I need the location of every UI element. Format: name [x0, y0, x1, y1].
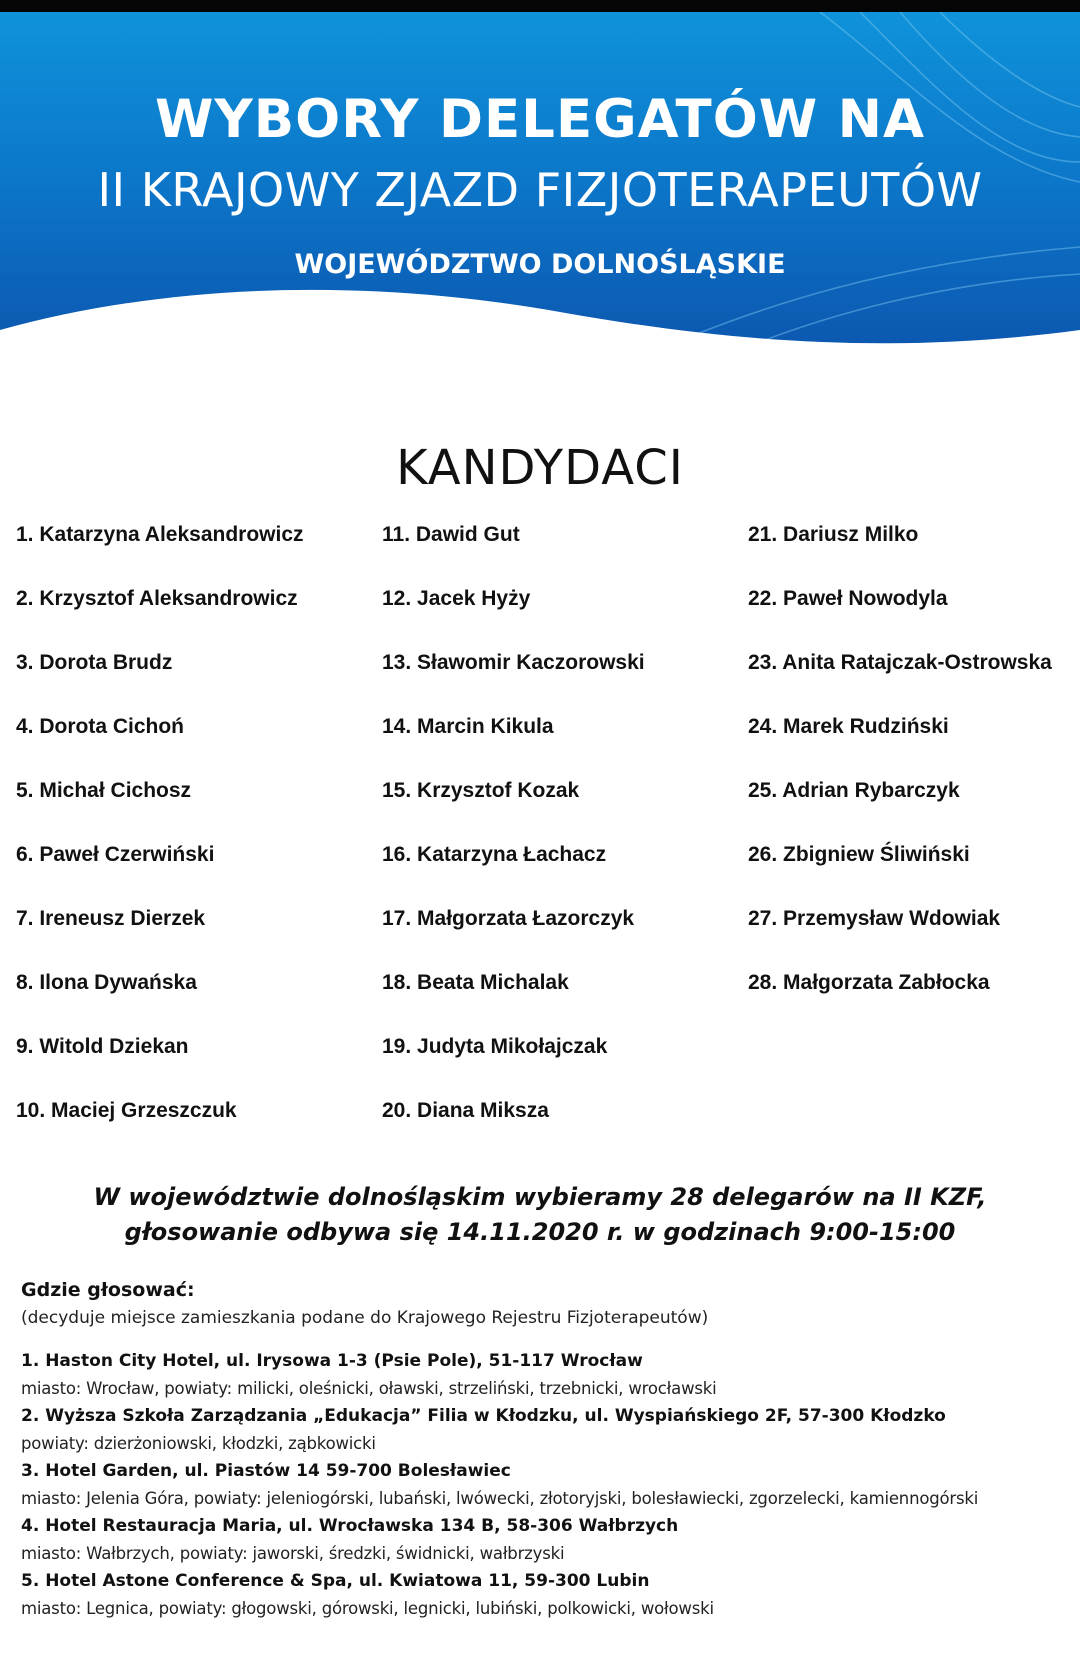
header-banner — [0, 12, 1080, 367]
voting-location — [21, 1513, 1071, 1568]
location-name: 2. Wyższa Szkoła Zarządzania „Edukacja” Filia w Kłodzku, ul. Wyspiańskiego 2F, 57-300 Kłodzko — [21, 1406, 946, 1426]
candidates-heading: KANDYDACI — [396, 440, 684, 496]
location-name: 5. Hotel Astone Conference & Spa, ul. Kwiatowa 11, 59-300 Lubin — [21, 1571, 650, 1591]
header-region: WOJEWÓDZTWO DOLNOŚLĄSKIE — [294, 249, 786, 280]
candidate-item: 24. Marek Rudziński — [748, 715, 949, 738]
top-status-bar — [0, 0, 1080, 12]
candidate-item: 23. Anita Ratajczak-Ostrowska — [748, 651, 1052, 674]
candidate-item: 11. Dawid Gut — [382, 523, 520, 546]
candidate-item: 19. Judyta Mikołajczak — [382, 1035, 608, 1058]
candidates-column-2 — [382, 521, 645, 1161]
candidates-column-1 — [16, 521, 304, 1161]
election-info — [0, 1180, 1080, 1250]
candidate-item: 17. Małgorzata Łazorczyk — [382, 907, 635, 930]
candidate-item: 8. Ilona Dywańska — [16, 971, 197, 994]
voting-location — [21, 1458, 1071, 1513]
voting-location — [21, 1568, 1071, 1623]
candidate-item: 12. Jacek Hyży — [382, 587, 531, 610]
candidate-item: 27. Przemysław Wdowiak — [748, 907, 1001, 930]
voting-locations-subtitle: (decyduje miejsce zamieszkania podane do Krajowego Rejestru Fizjoterapeutów) — [21, 1308, 709, 1328]
candidates-column-3 — [748, 521, 1052, 1033]
candidate-item: 1. Katarzyna Aleksandrowicz — [16, 523, 304, 546]
candidate-item: 20. Diana Miksza — [382, 1099, 549, 1122]
candidate-item: 15. Krzysztof Kozak — [382, 779, 580, 802]
candidate-item: 5. Michał Cichosz — [16, 779, 192, 802]
candidate-item: 14. Marcin Kikula — [382, 715, 554, 738]
candidate-item: 3. Dorota Brudz — [16, 651, 173, 674]
candidate-item: 16. Katarzyna Łachacz — [382, 843, 607, 866]
candidate-item: 28. Małgorzata Zabłocka — [748, 971, 990, 994]
candidate-item: 9. Witold Dziekan — [16, 1035, 189, 1058]
location-districts: miasto: Wrocław, powiaty: milicki, oleśnicki, oławski, strzeliński, trzebnicki, wrocławski — [21, 1379, 717, 1398]
candidate-item: 6. Paweł Czerwiński — [16, 843, 215, 866]
candidate-item: 21. Dariusz Milko — [748, 523, 919, 546]
voting-location — [21, 1348, 1071, 1403]
location-name: 4. Hotel Restauracja Maria, ul. Wrocławska 134 B, 58-306 Wałbrzych — [21, 1516, 679, 1536]
location-districts: miasto: Wałbrzych, powiaty: jaworski, średzki, świdnicki, wałbrzyski — [21, 1544, 565, 1563]
voting-locations — [21, 1278, 1071, 1623]
candidate-item: 13. Sławomir Kaczorowski — [382, 651, 645, 674]
header-title-line1: WYBORY DELEGATÓW NA — [154, 89, 926, 150]
candidate-item: 10. Maciej Grzeszczuk — [16, 1099, 237, 1122]
election-info-line2: głosowanie odbywa się 14.11.2020 r. w godzinach 9:00-15:00 — [124, 1218, 956, 1246]
location-districts: powiaty: dzierżoniowski, kłodzki, ząbkowicki — [21, 1434, 376, 1453]
election-info-line1: W województwie dolnośląskim wybieramy 28 delegarów na II KZF, — [93, 1183, 987, 1211]
location-name: 1. Haston City Hotel, ul. Irysowa 1-3 (Psie Pole), 51-117 Wrocław — [21, 1351, 643, 1371]
location-districts: miasto: Jelenia Góra, powiaty: jeleniogórski, lubański, lwówecki, złotoryjski, bolesławiecki, zgorzelecki, kamiennogórski — [21, 1489, 979, 1508]
candidate-item: 25. Adrian Rybarczyk — [748, 779, 960, 802]
candidate-item: 18. Beata Michalak — [382, 971, 569, 994]
voting-location — [21, 1403, 1071, 1458]
location-districts: miasto: Legnica, powiaty: głogowski, górowski, legnicki, lubiński, polkowicki, wołowski — [21, 1599, 714, 1618]
header-title-line2: II KRAJOWY ZJAZD FIZJOTERAPEUTÓW — [97, 163, 983, 217]
candidate-item: 4. Dorota Cichoń — [16, 715, 185, 738]
candidate-item: 26. Zbigniew Śliwiński — [748, 843, 970, 866]
location-name: 3. Hotel Garden, ul. Piastów 14 59-700 Bolesławiec — [21, 1461, 511, 1481]
candidate-item: 7. Ireneusz Dierzek — [16, 907, 206, 930]
candidate-item: 22. Paweł Nowodyla — [748, 587, 948, 610]
voting-locations-title: Gdzie głosować: — [21, 1279, 195, 1301]
candidate-item: 2. Krzysztof Aleksandrowicz — [16, 587, 298, 610]
